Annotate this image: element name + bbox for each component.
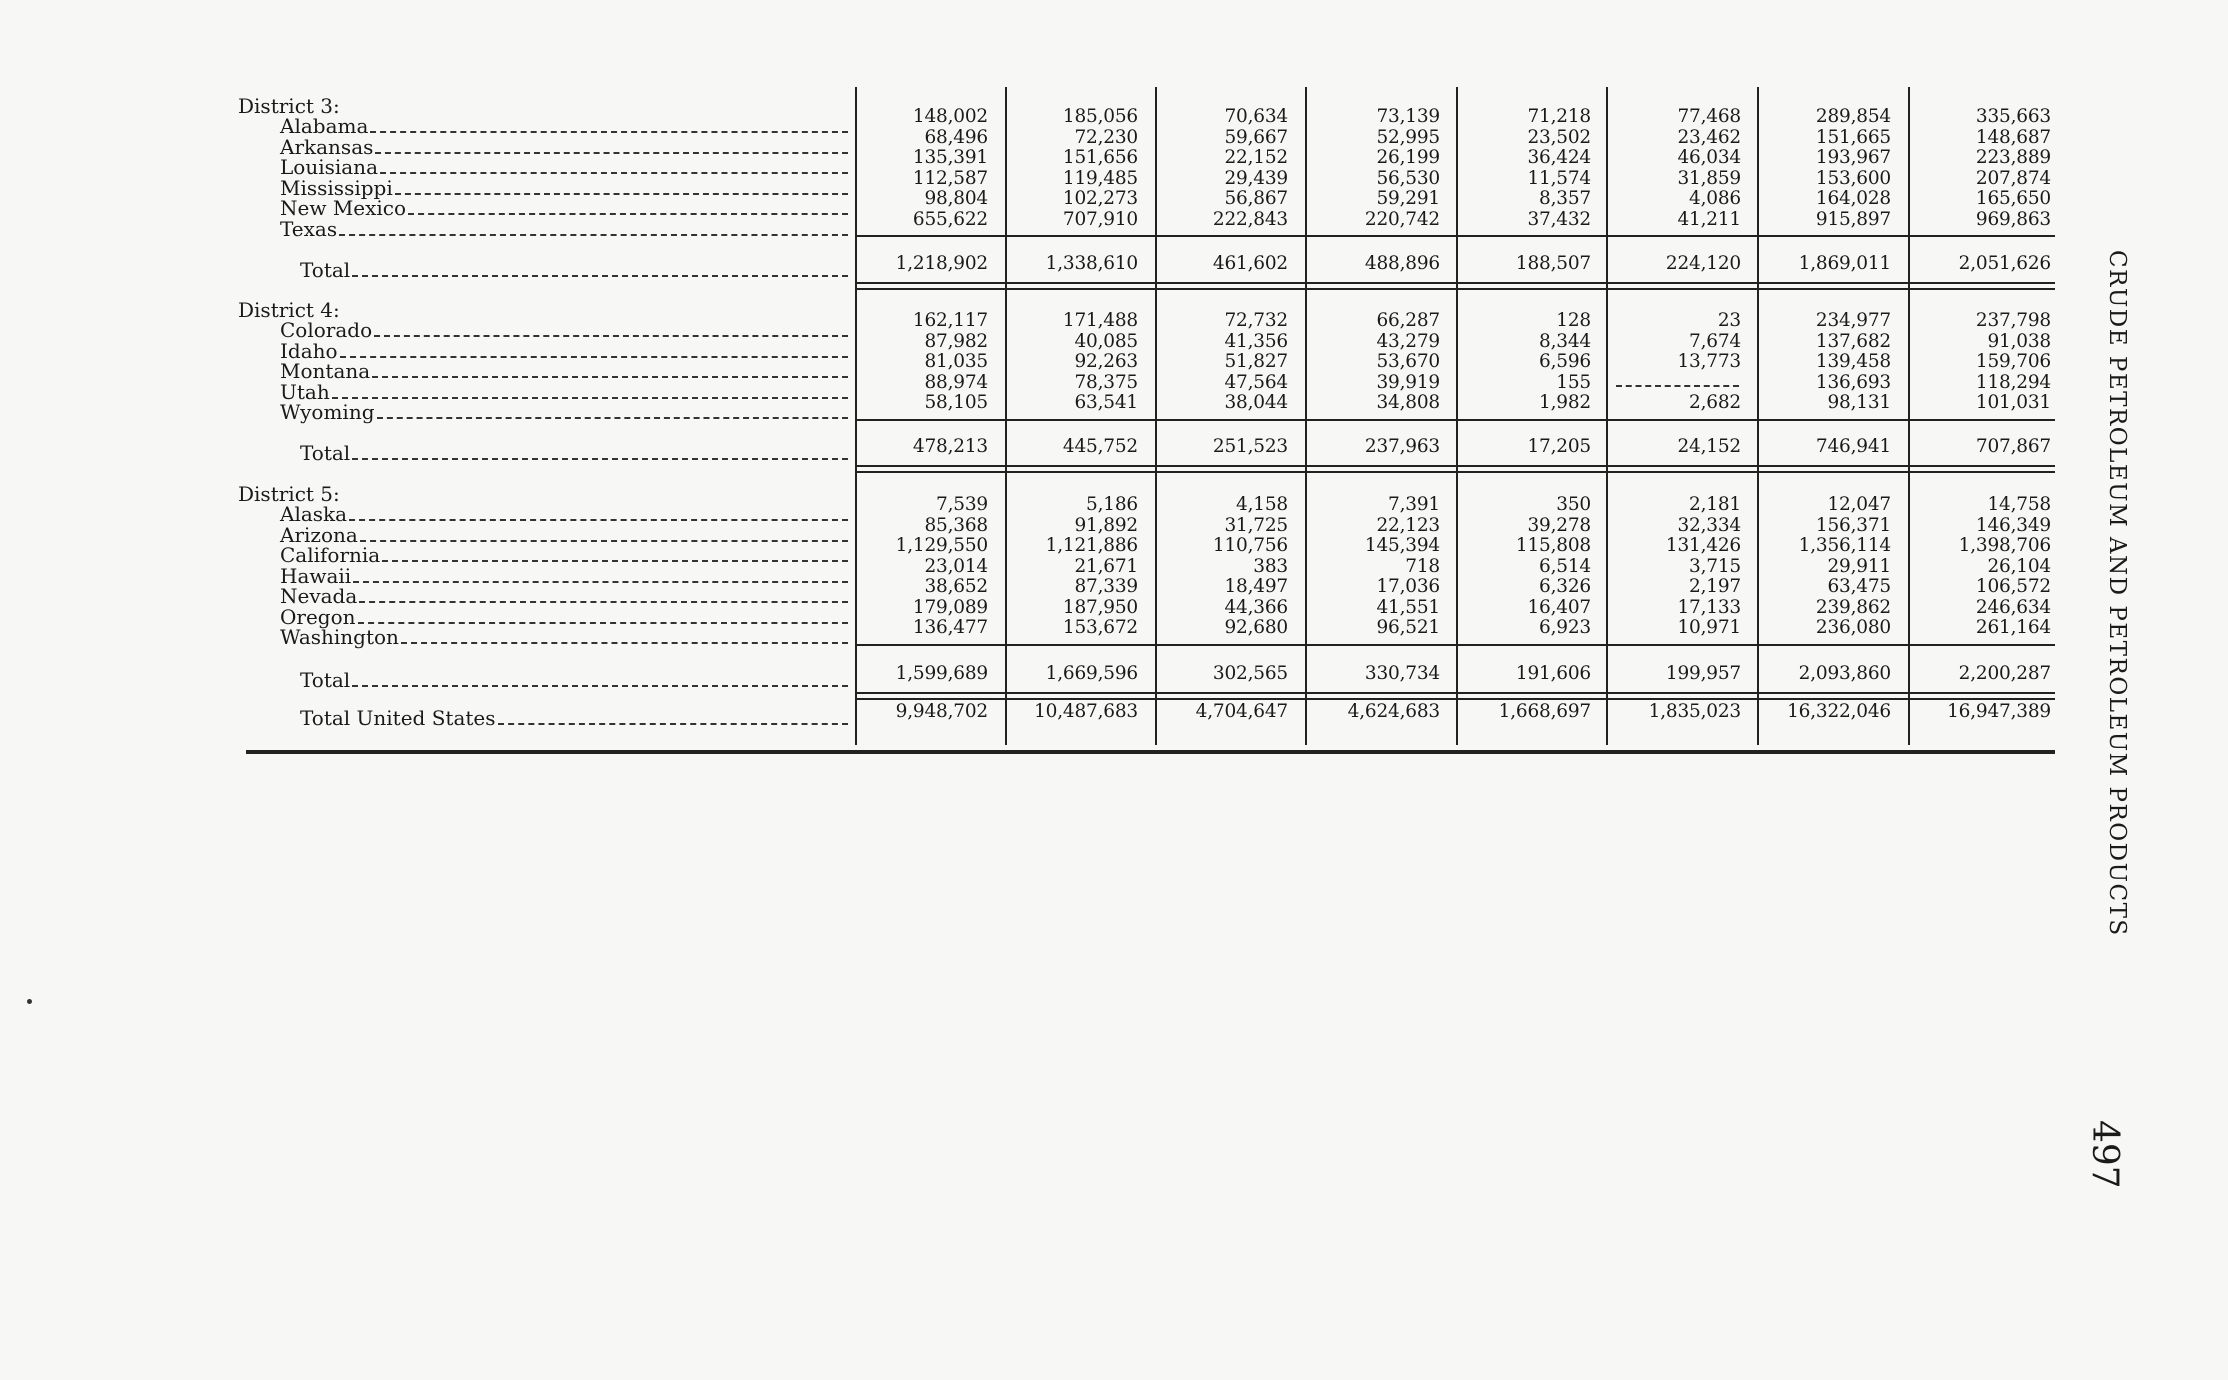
total-row-value: 707,867 <box>1975 436 2051 457</box>
row-value: 68,496 <box>924 126 988 148</box>
double-rule <box>855 465 2055 473</box>
row-value: 22,123 <box>1376 514 1440 536</box>
row-value: 47,564 <box>1224 371 1288 393</box>
total-row-value: 461,602 <box>1212 253 1288 274</box>
row-value: 106,572 <box>1975 576 2051 597</box>
row-value: 159,706 <box>1975 351 2051 372</box>
row-value: 239,862 <box>1815 596 1891 618</box>
row-value: 66,287 <box>1376 310 1440 331</box>
row-value: 40,085 <box>1074 330 1138 352</box>
row-value: 8,357 <box>1539 188 1591 209</box>
row-label: Nevada <box>280 584 358 608</box>
row-value: 145,394 <box>1364 535 1440 556</box>
district-heading: District 5: <box>238 482 340 506</box>
row-value: 56,867 <box>1224 188 1288 209</box>
leader-dots <box>339 234 848 236</box>
row-label: Idaho <box>280 338 338 363</box>
row-value: 26,104 <box>1987 555 2051 577</box>
row-value: 63,541 <box>1074 392 1138 413</box>
total-row-value: 1,599,689 <box>895 663 988 684</box>
column-rule <box>1456 87 1458 745</box>
row-value: 38,652 <box>924 576 988 597</box>
row-value: 655,622 <box>912 208 988 230</box>
row-value: 23,502 <box>1527 126 1591 148</box>
row-value: 41,356 <box>1224 330 1288 352</box>
row-value: 51,827 <box>1224 351 1288 372</box>
leader-dots <box>352 685 848 687</box>
row-value: 11,574 <box>1527 167 1591 189</box>
grand-total-row-value: 1,668,697 <box>1498 701 1591 722</box>
row-value: 52,995 <box>1376 126 1440 148</box>
row-value: 236,080 <box>1815 617 1891 638</box>
row-value: 915,897 <box>1815 208 1891 230</box>
row-value: 29,439 <box>1224 167 1288 189</box>
column-rule <box>1155 87 1157 745</box>
row-value: 53,670 <box>1376 351 1440 372</box>
leader-dots <box>370 131 848 133</box>
leader-dots <box>375 152 848 154</box>
row-value: 187,950 <box>1062 596 1138 618</box>
row-value: 4,158 <box>1236 494 1288 515</box>
leader-dots <box>382 560 848 562</box>
row-value: 261,164 <box>1975 617 2051 638</box>
total-row-value: 488,896 <box>1364 253 1440 274</box>
row-value: 112,587 <box>912 167 988 189</box>
grand-total-row-value: 4,704,647 <box>1195 701 1288 722</box>
row-value: 41,551 <box>1376 596 1440 618</box>
row-value: 16,407 <box>1527 596 1591 618</box>
column-rule <box>1305 87 1307 745</box>
row-label: Texas <box>280 216 338 241</box>
double-rule <box>855 282 2055 290</box>
row-value: 34,808 <box>1376 392 1440 413</box>
row-value: 156,371 <box>1815 514 1891 536</box>
row-value: 3,715 <box>1689 555 1741 577</box>
district-heading: District 3: <box>238 94 340 118</box>
row-value: 220,742 <box>1364 208 1440 230</box>
row-value: 13,773 <box>1677 351 1741 372</box>
row-value: 78,375 <box>1074 371 1138 393</box>
total-row-value: 199,957 <box>1665 663 1741 684</box>
row-value: 6,923 <box>1539 617 1591 638</box>
rule <box>855 644 2055 646</box>
row-value: 14,758 <box>1987 494 2051 515</box>
row-value: 41,211 <box>1677 208 1741 230</box>
leader-dots <box>340 356 848 358</box>
row-value: 92,680 <box>1224 617 1288 638</box>
column-rule <box>1908 87 1910 745</box>
row-value: 151,656 <box>1062 147 1138 168</box>
total-row-value: 478,213 <box>912 436 988 457</box>
row-value: 155 <box>1556 371 1591 393</box>
row-value: 7,539 <box>936 494 988 515</box>
total-label: Total <box>300 668 351 692</box>
row-value: 4,086 <box>1689 188 1741 209</box>
row-label: Mississippi <box>280 175 393 200</box>
row-value: 98,804 <box>924 188 988 209</box>
leader-dots <box>374 335 848 337</box>
row-value: 71,218 <box>1527 106 1591 127</box>
running-head: CRUDE PETROLEUM AND PETROLEUM PRODUCTS <box>2104 250 2130 937</box>
row-value: 10,971 <box>1677 617 1741 638</box>
row-value: 6,326 <box>1539 576 1591 597</box>
row-value: 179,089 <box>912 596 988 618</box>
row-value: 118,294 <box>1975 371 2051 393</box>
rule <box>855 235 2055 237</box>
row-value: 91,038 <box>1987 330 2051 352</box>
leader-dots <box>360 540 848 542</box>
row-value: 7,674 <box>1689 330 1741 352</box>
leader-dots <box>408 213 848 215</box>
total-label: Total <box>300 441 351 465</box>
row-value: 1,129,550 <box>895 535 988 556</box>
row-value: 5,186 <box>1086 494 1138 515</box>
row-value: 969,863 <box>1975 208 2051 230</box>
row-value: 7,391 <box>1388 494 1440 515</box>
row-value: 88,974 <box>924 371 988 393</box>
scan-speck <box>27 999 32 1004</box>
row-value: 137,682 <box>1815 330 1891 352</box>
row-value: 185,056 <box>1062 106 1138 127</box>
grand-total-row-value: 1,835,023 <box>1648 701 1741 722</box>
total-row-value: 17,205 <box>1527 436 1591 457</box>
row-value: 23,462 <box>1677 126 1741 148</box>
leader-dots <box>353 581 848 583</box>
row-value: 335,663 <box>1975 106 2051 127</box>
grand-total-row-value: 16,322,046 <box>1787 701 1891 722</box>
total-row-value: 1,869,011 <box>1798 253 1891 274</box>
empty-cell-dashes <box>1616 385 1739 387</box>
row-value: 131,426 <box>1665 535 1741 556</box>
total-row-value: 251,523 <box>1212 436 1288 457</box>
grand-total-label: Total United States <box>300 706 496 730</box>
row-label: Colorado <box>280 318 373 342</box>
row-value: 29,911 <box>1827 555 1891 577</box>
row-value: 23 <box>1717 310 1741 331</box>
row-value: 153,600 <box>1815 167 1891 189</box>
table-bottom-rule <box>246 750 2055 754</box>
row-value: 136,477 <box>912 617 988 638</box>
leader-dots <box>372 376 848 378</box>
row-value: 59,667 <box>1224 126 1288 148</box>
row-value: 102,273 <box>1062 188 1138 209</box>
row-value: 2,197 <box>1689 576 1741 597</box>
row-value: 2,682 <box>1689 392 1741 413</box>
row-label: Hawaii <box>280 563 352 588</box>
total-row-value: 2,093,860 <box>1798 663 1891 684</box>
row-value: 26,199 <box>1376 147 1440 168</box>
grand-total-row-value: 10,487,683 <box>1034 701 1138 722</box>
leader-dots <box>359 601 848 603</box>
leader-dots <box>352 275 848 277</box>
row-value: 162,117 <box>912 310 988 331</box>
total-row-value: 191,606 <box>1515 663 1591 684</box>
row-value: 96,521 <box>1376 617 1440 638</box>
row-value: 18,497 <box>1224 576 1288 597</box>
row-value: 77,468 <box>1677 106 1741 127</box>
leader-dots <box>377 417 848 419</box>
row-value: 171,488 <box>1062 310 1138 331</box>
total-row-value: 1,338,610 <box>1045 253 1138 274</box>
total-row-value: 224,120 <box>1665 253 1741 274</box>
row-value: 87,339 <box>1074 576 1138 597</box>
row-label: Utah <box>280 379 330 404</box>
row-value: 165,650 <box>1975 188 2051 209</box>
row-value: 148,002 <box>912 106 988 127</box>
row-value: 153,672 <box>1062 617 1138 638</box>
row-value: 37,432 <box>1527 208 1591 230</box>
column-rule <box>1606 87 1608 745</box>
leader-dots <box>332 397 848 399</box>
row-value: 110,756 <box>1212 535 1288 556</box>
leader-dots <box>380 172 848 174</box>
row-value: 92,263 <box>1074 351 1138 372</box>
row-label: Wyoming <box>280 400 375 424</box>
row-label: Montana <box>280 359 371 383</box>
row-value: 31,859 <box>1677 167 1741 189</box>
row-value: 17,036 <box>1376 576 1440 597</box>
total-label: Total <box>300 258 351 282</box>
row-value: 98,131 <box>1827 392 1891 413</box>
total-row-value: 188,507 <box>1515 253 1591 274</box>
row-value: 164,028 <box>1815 188 1891 209</box>
row-value: 12,047 <box>1827 494 1891 515</box>
row-label: Washington <box>280 625 399 649</box>
row-value: 119,485 <box>1062 167 1138 189</box>
row-value: 1,356,114 <box>1798 535 1891 556</box>
row-value: 59,291 <box>1376 188 1440 209</box>
row-value: 85,368 <box>924 514 988 536</box>
total-row-value: 1,218,902 <box>895 253 988 274</box>
row-label: Oregon <box>280 604 356 629</box>
row-value: 36,424 <box>1527 147 1591 168</box>
total-row-value: 302,565 <box>1212 663 1288 684</box>
row-value: 72,230 <box>1074 126 1138 148</box>
row-value: 6,596 <box>1539 351 1591 372</box>
row-value: 193,967 <box>1815 147 1891 168</box>
row-value: 6,514 <box>1539 555 1591 577</box>
row-value: 91,892 <box>1074 514 1138 536</box>
double-rule <box>855 692 2055 700</box>
row-value: 135,391 <box>912 147 988 168</box>
total-row-value: 746,941 <box>1815 436 1891 457</box>
row-label: New Mexico <box>280 196 407 220</box>
page-number: 497 <box>2084 1120 2125 1189</box>
row-label: Arkansas <box>280 134 374 159</box>
row-value: 23,014 <box>924 555 988 577</box>
row-value: 289,854 <box>1815 106 1891 127</box>
leader-dots <box>498 723 848 725</box>
total-row-value: 24,152 <box>1677 436 1741 457</box>
row-value: 246,634 <box>1975 596 2051 618</box>
row-value: 73,139 <box>1376 106 1440 127</box>
column-rule <box>1005 87 1007 745</box>
row-value: 136,693 <box>1815 371 1891 393</box>
row-value: 72,732 <box>1224 310 1288 331</box>
row-value: 17,133 <box>1677 596 1741 618</box>
leader-dots <box>358 622 848 624</box>
total-row-value: 1,669,596 <box>1045 663 1138 684</box>
row-value: 718 <box>1405 555 1440 577</box>
row-value: 223,889 <box>1975 147 2051 168</box>
row-value: 8,344 <box>1539 330 1591 352</box>
row-value: 707,910 <box>1062 208 1138 230</box>
column-rule <box>855 87 857 745</box>
row-value: 70,634 <box>1224 106 1288 127</box>
row-value: 81,035 <box>924 351 988 372</box>
leader-dots <box>401 642 848 644</box>
row-value: 38,044 <box>1224 392 1288 413</box>
row-label: Alaska <box>280 502 348 526</box>
row-value: 128 <box>1556 310 1591 331</box>
row-value: 63,475 <box>1827 576 1891 597</box>
row-label: Arizona <box>280 522 358 547</box>
row-value: 22,152 <box>1224 147 1288 168</box>
leader-dots <box>352 458 848 460</box>
row-value: 46,034 <box>1677 147 1741 168</box>
row-value: 234,977 <box>1815 310 1891 331</box>
row-value: 43,279 <box>1376 330 1440 352</box>
row-value: 115,808 <box>1515 535 1591 556</box>
total-row-value: 2,051,626 <box>1958 253 2051 274</box>
row-label: California <box>280 543 381 567</box>
leader-dots <box>349 519 848 521</box>
row-value: 87,982 <box>924 330 988 352</box>
total-row-value: 2,200,287 <box>1958 663 2051 684</box>
row-value: 58,105 <box>924 392 988 413</box>
total-row-value: 237,963 <box>1364 436 1440 457</box>
row-value: 148,687 <box>1975 126 2051 148</box>
grand-total-row-value: 16,947,389 <box>1947 701 2051 722</box>
row-value: 139,458 <box>1815 351 1891 372</box>
row-value: 32,334 <box>1677 514 1741 536</box>
row-value: 350 <box>1556 494 1591 515</box>
grand-total-row-value: 4,624,683 <box>1347 701 1440 722</box>
row-value: 2,181 <box>1689 494 1741 515</box>
row-label: Alabama <box>280 114 369 138</box>
grand-total-row-value: 9,948,702 <box>895 701 988 722</box>
row-value: 151,665 <box>1815 126 1891 148</box>
district-heading: District 4: <box>238 298 340 322</box>
row-value: 21,671 <box>1074 555 1138 577</box>
row-value: 383 <box>1253 555 1288 577</box>
row-value: 237,798 <box>1975 310 2051 331</box>
row-value: 146,349 <box>1975 514 2051 536</box>
row-value: 1,982 <box>1539 392 1591 413</box>
row-value: 39,278 <box>1527 514 1591 536</box>
rule <box>855 419 2055 421</box>
column-rule <box>1757 87 1759 745</box>
row-value: 39,919 <box>1376 371 1440 393</box>
row-value: 31,725 <box>1224 514 1288 536</box>
row-label: Louisiana <box>280 155 378 179</box>
row-value: 1,398,706 <box>1958 535 2051 556</box>
row-value: 1,121,886 <box>1045 535 1138 556</box>
total-row-value: 330,734 <box>1364 663 1440 684</box>
row-value: 222,843 <box>1212 208 1288 230</box>
row-value: 56,530 <box>1376 167 1440 189</box>
leader-dots <box>395 193 848 195</box>
row-value: 207,874 <box>1975 167 2051 189</box>
row-value: 44,366 <box>1224 596 1288 618</box>
row-value: 101,031 <box>1975 392 2051 413</box>
total-row-value: 445,752 <box>1062 436 1138 457</box>
